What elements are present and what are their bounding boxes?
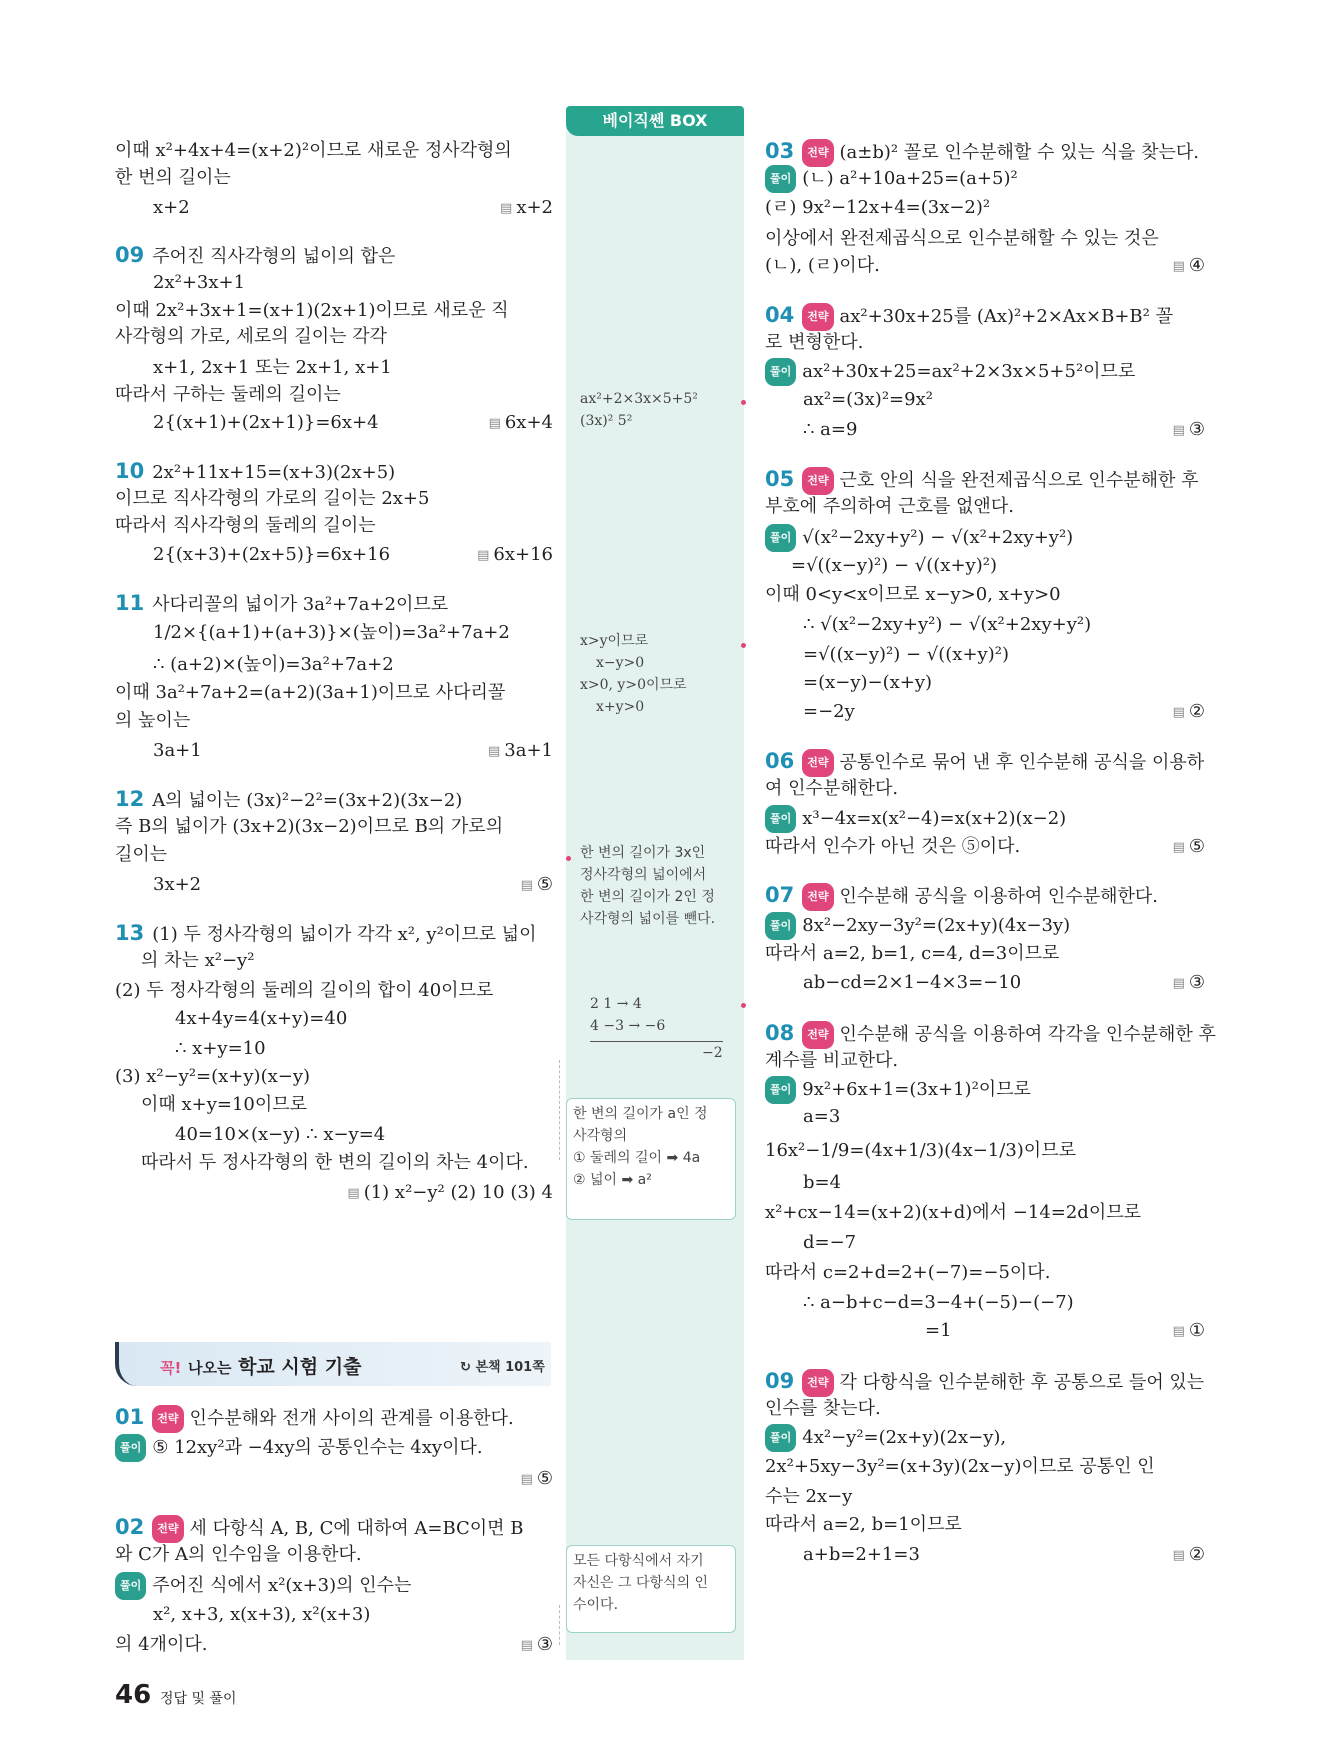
line-text: 주어진 식에서 x²(x+3)의 인수는 <box>152 1575 412 1596</box>
text-line <box>765 1424 1006 1452</box>
text-line <box>765 941 1059 967</box>
line-text: ax²+30x+25=ax²+2×3x×5+5²이므로 <box>802 361 1136 382</box>
line-text: 의 차는 x²−y² <box>141 950 255 971</box>
line-text: 따라서 a=2, b=1이므로 <box>765 1514 962 1535</box>
answer-mark: ▤ ④ <box>1173 253 1205 280</box>
text-line <box>115 458 395 486</box>
line-text: 공통인수로 묶어 낸 후 인수분해 공식을 이용하 <box>839 752 1205 773</box>
text-line <box>115 138 512 164</box>
note-line: (3x)² 5² <box>580 413 633 429</box>
strategy-badge: 전략 <box>152 1405 183 1433</box>
note-line: ax²+2×3x×5+5² <box>580 391 698 407</box>
line-text: (ㄹ) 9x²−12x+4=(3x−2)² <box>765 197 991 218</box>
problem-number: 07 <box>765 883 795 907</box>
line-text: A의 넓이는 (3x)²−2²=(3x+2)(3x−2) <box>152 790 463 811</box>
text-line <box>803 970 1021 996</box>
answer-mark: ▤ ⑤ <box>521 1466 553 1493</box>
line-text: 1/2×{(a+1)+(a+3)}×(높이)=3a²+7a+2 <box>153 622 510 643</box>
answer-mark: ▤ ⑤ <box>521 872 553 899</box>
text-line <box>803 699 855 725</box>
problem-number: 13 <box>115 921 145 945</box>
line-text: 로 변형한다. <box>765 332 864 353</box>
text-line <box>141 1092 307 1118</box>
text-line <box>115 298 509 324</box>
answer-mark: ▤ x+2 <box>500 195 553 222</box>
strategy-badge: 전략 <box>802 139 833 167</box>
text-line <box>115 486 429 512</box>
strategy-badge: 전략 <box>802 303 833 331</box>
note-connector-line <box>559 1605 560 1645</box>
text-line <box>765 358 1135 386</box>
line-text: 따라서 a=2, b=1, c=4, d=3이므로 <box>765 943 1060 964</box>
strategy-badge: 전략 <box>802 1021 833 1049</box>
text-line <box>765 253 880 279</box>
text-line <box>115 242 395 270</box>
problem-number: 02 <box>115 1515 145 1539</box>
text-line <box>115 165 231 191</box>
text-line <box>925 1318 952 1344</box>
note-line: x+y>0 <box>596 699 645 715</box>
text-line <box>141 948 254 974</box>
text-line <box>765 912 1070 940</box>
text-line <box>765 1138 1076 1164</box>
note-sign <box>580 630 687 718</box>
line-text: ∴ a−b+c−d=3−4+(−5)−(−7) <box>803 1292 1074 1313</box>
strategy-badge: 전략 <box>802 467 833 495</box>
line-text: (3) x²−y²=(x+y)(x−y) <box>115 1066 311 1087</box>
text-line <box>765 1484 852 1510</box>
problem-number: 09 <box>765 1369 795 1393</box>
note-connector-dot <box>741 643 746 648</box>
section-prefix: 꼭! <box>160 1359 182 1377</box>
line-text: 3x+2 <box>153 874 202 895</box>
line-text: (1) 두 정사각형의 넓이가 각각 x², y²이므로 넓이 <box>152 924 537 945</box>
line-text: 따라서 c=2+d=2+(−7)=−5이다. <box>765 1262 1051 1283</box>
problem-number: 01 <box>115 1405 145 1429</box>
text-line <box>115 1542 362 1568</box>
line-text: 9x²+6x+1=(3x+1)²이므로 <box>802 1079 1031 1100</box>
line-text: 의 높이는 <box>115 710 191 731</box>
note-line: x−y>0 <box>596 655 645 671</box>
text-line <box>765 195 990 221</box>
note-area-difference <box>580 842 715 930</box>
note-line: 4 −3 → −6 <box>590 1018 666 1034</box>
line-text: 사각형의 가로, 세로의 길이는 각각 <box>115 326 388 347</box>
text-line <box>803 1170 841 1196</box>
text-line <box>765 1454 1155 1480</box>
line-text: 주어진 직사각형의 넓이의 합은 <box>152 246 396 267</box>
text-line <box>153 652 394 678</box>
note-line: 한 변의 길이가 a인 정 <box>573 1106 708 1122</box>
strategy-badge: 전략 <box>152 1515 183 1543</box>
text-line <box>803 387 933 413</box>
text-line <box>115 590 448 618</box>
text-line <box>765 776 898 802</box>
section-reference <box>460 1356 545 1375</box>
text-line <box>153 542 390 568</box>
line-text: ⑤ 12xy²과 −4xy의 공통인수는 4xy이다. <box>152 1437 483 1458</box>
line-text: 2{(x+1)+(2x+1)}=6x+4 <box>153 412 379 433</box>
note-complete-square <box>580 388 698 432</box>
solution-badge: 풀이 <box>765 165 796 193</box>
text-line <box>115 1632 207 1658</box>
page-number: 46 <box>115 1680 152 1710</box>
section-ref-text: 본책 101쪽 <box>475 1360 545 1375</box>
line-text: 한 번의 길이는 <box>115 167 231 188</box>
line-text: 4x²−y²=(2x+y)(2x−y), <box>802 1427 1007 1448</box>
answer-mark: ▤ ③ <box>1173 417 1205 444</box>
line-text: ∴ √(x²−2xy+y²) − √(x²+2xy+y²) <box>803 614 1092 635</box>
note-line: 한 변의 길이가 2인 정 <box>580 889 715 905</box>
text-line <box>141 1150 529 1176</box>
line-text: (a±b)² 꼴로 인수분해할 수 있는 식을 찾는다. <box>839 142 1199 163</box>
text-line <box>765 524 1073 552</box>
text-line <box>115 978 493 1004</box>
problem-number: 06 <box>765 749 795 773</box>
line-text: 이때 2x²+3x+1=(x+1)(2x+1)이므로 새로운 직 <box>115 300 509 321</box>
text-line <box>115 786 462 814</box>
line-text: 이때 3a²+7a+2=(a+2)(3a+1)이므로 사다리꼴 <box>115 682 506 703</box>
text-line <box>115 513 376 539</box>
line-text: 40=10×(x−y) ∴ x−y=4 <box>175 1124 386 1145</box>
line-text: =√((x−y)²) − √((x+y)²) <box>803 644 1009 665</box>
text-line <box>765 1020 1216 1049</box>
line-text: 2x²+3x+1 <box>153 272 246 293</box>
text-line <box>153 620 510 646</box>
text-line <box>115 1572 411 1600</box>
text-line <box>765 1076 1031 1104</box>
note-line: 사각형의 넓이를 뺀다. <box>580 911 716 927</box>
line-text: 따라서 구하는 둘레의 길이는 <box>115 384 341 405</box>
text-line <box>803 612 1091 638</box>
text-line <box>765 226 1159 252</box>
text-line <box>115 814 503 840</box>
answer-mark: ▤ 6x+4 <box>489 410 553 437</box>
text-line <box>115 842 167 868</box>
text-line <box>765 138 1199 167</box>
line-text: 부호에 주의하여 근호를 없앤다. <box>765 496 1014 517</box>
note-line: ① 둘레의 길이 ➡ 4a <box>573 1150 701 1166</box>
note-line: ② 넓이 ➡ a² <box>573 1172 652 1188</box>
line-text: 16x²−1/9=(4x+1/3)(4x−1/3)이므로 <box>765 1140 1076 1161</box>
text-line <box>765 834 1020 860</box>
line-text: 여 인수분해한다. <box>765 778 899 799</box>
line-text: 계수를 비교한다. <box>765 1050 899 1071</box>
text-line <box>153 270 245 296</box>
line-text: √(x²−2xy+y²) − √(x²+2xy+y²) <box>802 527 1074 548</box>
refresh-icon: ↻ <box>460 1360 471 1375</box>
line-text: 인수분해와 전개 사이의 관계를 이용한다. <box>189 1408 514 1429</box>
line-text: 즉 B의 넓이가 (3x+2)(3x−2)이므로 B의 가로의 <box>115 816 504 837</box>
note-connector-dot <box>566 856 571 861</box>
problem-number: 09 <box>115 243 145 267</box>
line-text: 인수분해 공식을 이용하여 인수분해한다. <box>839 886 1158 907</box>
line-text: 세 다항식 A, B, C에 대하여 A=BC이면 B <box>189 1518 524 1539</box>
line-text: 근호 안의 식을 완전제곱식으로 인수분해한 후 <box>839 470 1199 491</box>
text-line <box>115 708 190 734</box>
text-line <box>153 410 379 436</box>
text-line <box>115 324 387 350</box>
note-line: 사각형의 <box>573 1128 628 1144</box>
line-text: 의 4개이다. <box>115 1634 208 1655</box>
text-line <box>153 195 190 221</box>
strategy-badge: 전략 <box>802 749 833 777</box>
text-line <box>803 1542 920 1568</box>
solution-badge: 풀이 <box>765 912 796 940</box>
line-text: 2x²+11x+15=(x+3)(2x+5) <box>152 462 396 483</box>
text-line <box>765 882 1158 911</box>
line-text: 수는 2x−y <box>765 1486 853 1507</box>
line-text: 와 C가 A의 인수임을 이용한다. <box>115 1544 362 1565</box>
strategy-badge: 전략 <box>802 1369 833 1397</box>
line-text: 이때 x+y=10이므로 <box>141 1094 308 1115</box>
text-line <box>115 680 505 706</box>
note-connector-dot <box>741 1003 746 1008</box>
line-text: x², x+3, x(x+3), x²(x+3) <box>153 1604 371 1625</box>
strategy-badge: 전략 <box>802 883 833 911</box>
answer-mark: ▤ ② <box>1173 1542 1205 1569</box>
line-text: b=4 <box>803 1172 842 1193</box>
text-line <box>765 330 863 356</box>
line-text: 따라서 두 정사각형의 한 변의 길이의 차는 4이다. <box>141 1152 529 1173</box>
text-line <box>765 748 1204 777</box>
answer-mark: ▤ ③ <box>1173 970 1205 997</box>
text-line <box>115 1064 310 1090</box>
text-line <box>115 1434 483 1462</box>
line-text: a=3 <box>803 1106 841 1127</box>
text-line <box>791 553 997 579</box>
solution-badge: 풀이 <box>765 524 796 552</box>
line-text: ax²=(3x)²=9x² <box>803 389 933 410</box>
problem-number: 10 <box>115 459 145 483</box>
text-line <box>115 1514 524 1543</box>
text-line <box>803 1290 1074 1316</box>
line-text: x³−4x=x(x²−4)=x(x+2)(x−2) <box>802 808 1067 829</box>
text-line <box>115 920 536 948</box>
answer-mark: ▤ ⑤ <box>1173 834 1205 861</box>
note-line: −2 <box>590 1041 723 1064</box>
line-text: 8x²−2xy−3y²=(2x+y)(4x−3y) <box>802 915 1071 936</box>
basic-box-title: 베이직쎈 BOX <box>566 106 744 136</box>
line-text: 이상에서 완전제곱식으로 인수분해할 수 있는 것은 <box>765 228 1159 249</box>
line-text: x²+cx−14=(x+2)(x+d)에서 −14=2d이므로 <box>765 1202 1141 1223</box>
line-text: ab−cd=2×1−4×3=−10 <box>803 972 1022 993</box>
text-line <box>765 1200 1141 1226</box>
line-text: 2{(x+3)+(2x+5)}=6x+16 <box>153 544 391 565</box>
line-text: =1 <box>925 1320 952 1341</box>
solution-badge: 풀이 <box>115 1434 146 1462</box>
line-text: 길이는 <box>115 844 168 865</box>
note-connector-dot <box>741 400 746 405</box>
text-line <box>765 1048 898 1074</box>
text-line <box>803 642 1009 668</box>
text-line <box>765 165 1018 193</box>
text-line <box>115 382 341 408</box>
solution-badge: 풀이 <box>765 805 796 833</box>
text-line <box>153 1602 370 1628</box>
line-text: 따라서 인수가 아닌 것은 ⑤이다. <box>765 836 1021 857</box>
line-text: x+2 <box>153 197 190 218</box>
note-line: x>0, y>0이므로 <box>580 677 687 693</box>
line-text: =(x−y)−(x+y) <box>803 672 933 693</box>
text-line <box>765 466 1198 495</box>
answer-mark: ▤ ② <box>1173 699 1205 726</box>
note-line: 한 변의 길이가 3x인 <box>580 845 706 861</box>
line-text: 이때 0<y<x이므로 x−y>0, x+y>0 <box>765 584 1061 605</box>
text-line <box>803 1230 856 1256</box>
note-line: x>y이므로 <box>580 633 649 649</box>
line-text: 각 다항식을 인수분해한 후 공통으로 들어 있는 <box>839 1372 1205 1393</box>
line-text: (2) 두 정사각형의 둘레의 길이의 합이 40이므로 <box>115 980 494 1001</box>
problem-number: 04 <box>765 303 795 327</box>
text-line <box>175 1122 385 1148</box>
problem-number: 03 <box>765 139 795 163</box>
text-line <box>153 872 201 898</box>
text-line <box>765 805 1066 833</box>
line-text: (ㄴ), (ㄹ)이다. <box>765 255 880 276</box>
text-line <box>765 1396 881 1422</box>
text-line <box>765 494 1014 520</box>
solution-badge: 풀이 <box>765 1076 796 1104</box>
text-line <box>765 1368 1204 1397</box>
line-text: =√((x−y)²) − √((x+y)²) <box>791 555 997 576</box>
answer-mark: ▤ ① <box>1173 1318 1205 1345</box>
line-text: 인수분해 공식을 이용하여 각각을 인수분해한 후 <box>839 1024 1216 1045</box>
problem-number: 08 <box>765 1021 795 1045</box>
line-text: a+b=2+1=3 <box>803 1544 920 1565</box>
text-line <box>765 582 1061 608</box>
text-line <box>765 302 1173 331</box>
line-text: ∴ x+y=10 <box>175 1038 266 1059</box>
line-text: =−2y <box>803 701 855 722</box>
line-text: d=−7 <box>803 1232 857 1253</box>
line-text: ∴ a=9 <box>803 419 858 440</box>
note-self-factor <box>566 1545 736 1633</box>
section-title <box>160 1352 361 1379</box>
problem-number: 05 <box>765 467 795 491</box>
text-line <box>175 1036 266 1062</box>
text-line <box>175 1006 347 1032</box>
line-text: 3a+1 <box>153 740 202 761</box>
note-square-formula <box>566 1098 736 1220</box>
note-line: 수이다. <box>573 1597 619 1613</box>
line-text: 따라서 직사각형의 둘레의 길이는 <box>115 515 376 536</box>
line-text: 사다리꼴의 넓이가 3a²+7a+2이므로 <box>152 594 449 615</box>
text-line <box>803 1104 840 1130</box>
answer-mark: ▤ (1) x²−y² (2) 10 (3) 4 <box>347 1180 553 1207</box>
section-middle: 나오는 <box>187 1359 232 1377</box>
solution-badge: 풀이 <box>765 1424 796 1452</box>
line-text: 이므로 직사각형의 가로의 길이는 2x+5 <box>115 488 430 509</box>
problem-number: 11 <box>115 591 145 615</box>
answer-mark: ▤ 6x+16 <box>477 542 553 569</box>
line-text: 인수를 찾는다. <box>765 1398 881 1419</box>
answer-mark: ▤ ③ <box>521 1632 553 1659</box>
line-text: 2x²+5xy−3y²=(x+3y)(2x−y)이므로 공통인 인 <box>765 1456 1155 1477</box>
answer-mark: ▤ 3a+1 <box>488 738 553 765</box>
page-footer-label: 정답 및 풀이 <box>160 1691 237 1707</box>
line-text: ∴ (a+2)×(높이)=3a²+7a+2 <box>153 654 394 675</box>
solution-badge: 풀이 <box>765 358 796 386</box>
text-line <box>803 417 857 443</box>
line-text: (ㄴ) a²+10a+25=(a+5)² <box>802 168 1018 189</box>
text-line <box>765 1260 1050 1286</box>
text-line <box>765 1512 962 1538</box>
note-line: 정사각형의 넓이에서 <box>580 867 707 883</box>
note-connector-line <box>559 1060 560 1160</box>
line-text: x+1, 2x+1 또는 2x+1, x+1 <box>153 357 392 378</box>
line-text: 4x+4y=4(x+y)=40 <box>175 1008 348 1029</box>
section-title-text: 학교 시험 기출 <box>238 1356 362 1378</box>
problem-number: 12 <box>115 787 145 811</box>
note-line: 2 1 → 4 <box>590 996 642 1012</box>
text-line <box>803 670 932 696</box>
note-line: 모든 다항식에서 자기 <box>573 1553 704 1569</box>
text-line <box>153 355 392 381</box>
solution-badge: 풀이 <box>115 1572 146 1600</box>
text-line <box>115 1404 514 1433</box>
note-cross-multiply <box>590 993 723 1064</box>
text-line <box>153 738 202 764</box>
line-text: ax²+30x+25를 (Ax)²+2×Ax×B+B² 꼴 <box>839 306 1173 327</box>
line-text: 이때 x²+4x+4=(x+2)²이므로 새로운 정사각형의 <box>115 140 512 161</box>
note-line: 자신은 그 다항식의 인 <box>573 1575 709 1591</box>
